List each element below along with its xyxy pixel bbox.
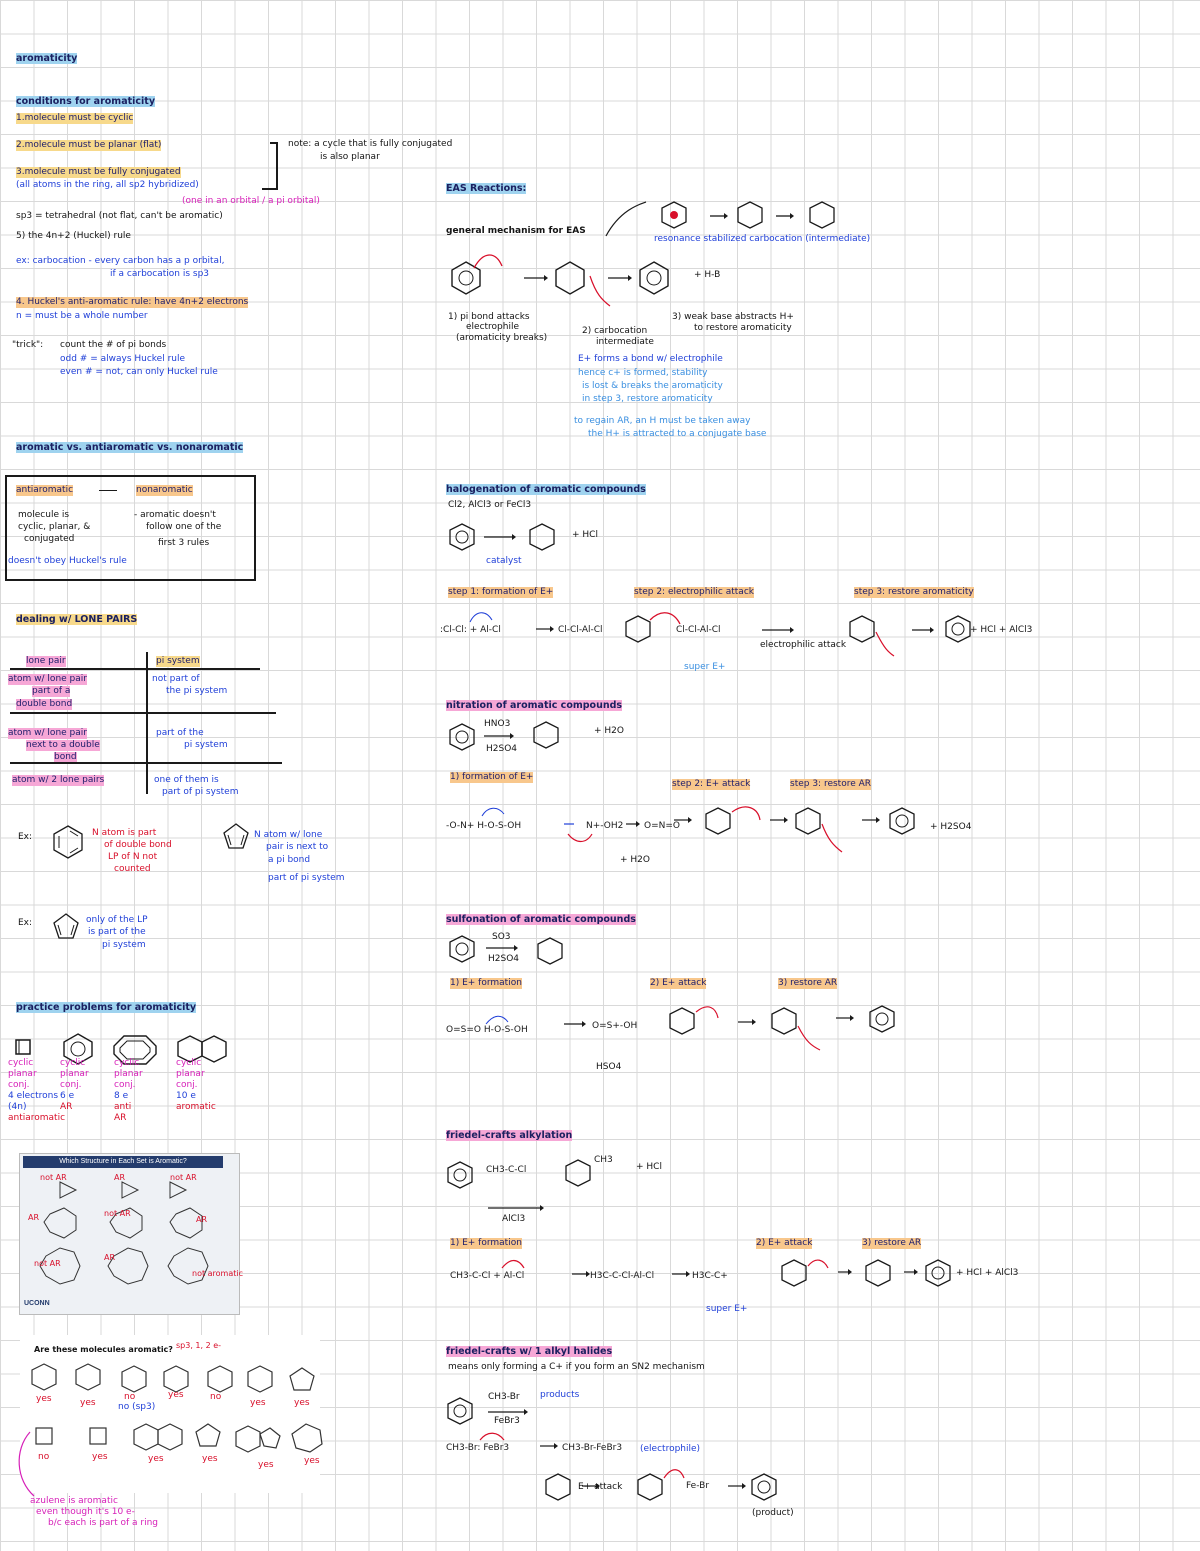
practice-answer-1 [8,1058,65,1124]
electrophile-note-1: E+ forms a bond w/ electrophile [578,354,723,364]
svg-text:CH3-C-Cl + Al-Cl: CH3-C-Cl + Al-Cl [450,1271,525,1281]
trick-2: odd # = always Huckel rule [60,354,186,364]
halogenation-catalyst: catalyst [486,556,522,566]
svg-text:Fe-Br: Fe-Br [686,1481,710,1491]
p3-line: anti [114,1102,132,1112]
p2-line: conj. [60,1080,82,1090]
box-note: doesn't obey Huckel's rule [8,556,127,566]
sp3-note: sp3 = tetrahedral (not flat, can't be aromatic) [16,211,223,221]
table-header-rule [10,668,260,670]
table-row-1-col-1c: double bond [16,699,73,709]
page-title: aromaticity [16,53,78,64]
example-1-label: Ex: [18,832,33,842]
sulfonation-step-1: 1) E+ formation [450,978,522,988]
p1-line: (4n) [8,1102,27,1112]
nitration-mechanism [446,794,966,864]
halogenation-attack: electrophilic attack [760,640,847,650]
carbocation-note: ex: carbocation - every carbon has a p orbital, [16,256,225,266]
halogenation-reagent: Cl2, AlCl3 or FeCl3 [448,500,532,510]
nitration-side-product: + H2O [620,855,650,865]
box-left-line-3: conjugated [24,534,75,544]
friedel-crafts-2-products: products [540,1390,580,1400]
slide-2-note: sp3, 1, 2 e- [176,1341,222,1350]
friedel-crafts-step-1: 1) E+ formation [450,1238,522,1248]
conditions-heading: conditions for aromaticity [16,96,156,107]
slide-2-answer-row-2: no [38,1452,50,1462]
nitration-reagent-2: H2SO4 [486,744,518,754]
slide-2-answer: yes [294,1398,310,1408]
trick-3: even # = not, can only Huckel rule [60,367,218,377]
p2-line: cyclic [60,1058,86,1068]
condition-1: 1.molecule must be cyclic [16,113,134,123]
furan-structure [50,908,82,942]
resonance-note: resonance stabilized carbocation (intermediate) [654,234,871,244]
sulfonation-reagent-2: H2SO4 [488,954,520,964]
step-3b: to restore aromaticity [694,323,792,333]
friedel-crafts-2-attack: E+ attack [578,1482,623,1492]
table-row-2-col-2b: pi system [184,740,228,750]
step-2: 2) carbocation [582,326,648,336]
condition-4: 5) the 4n+2 (Huckel) rule [16,231,131,241]
halogenation-mechanism [440,604,1040,674]
nitration-step-2: step 2: E+ attack [672,779,751,789]
friedel-crafts-super: super E+ [706,1304,748,1314]
svg-text:O=S=O H-O-S-OH: O=S=O H-O-S-OH [446,1025,528,1035]
friedel-crafts-reagent: AlCl3 [502,1214,526,1224]
p3-line: conj. [114,1080,136,1090]
slide-1-note-5: not AR [104,1209,131,1218]
nitration-heading: nitration of aromatic compounds [446,700,623,711]
svg-text:CH3-C-Cl: CH3-C-Cl [486,1165,527,1175]
step-3: 3) weak base abstracts H+ [672,312,794,322]
slide-2-answer-row-2: yes [92,1452,108,1462]
slide-2-answer: yes [80,1398,96,1408]
slide-1-title: Which Structure in Each Set is Aromatic? [23,1156,223,1168]
friedel-crafts-2-reagent: CH3-Br [488,1392,520,1402]
halogenation-super: super E+ [684,662,726,672]
annotation-arrow [10,1430,40,1502]
table-row-2-col-1: atom w/ lone pair [8,728,87,738]
eas-heading: EAS Reactions: [446,183,527,194]
example-2-note: N atom w/ lone [254,830,323,840]
example-3-note: only of the LP [86,915,148,925]
slide-2-bottom-note-3: b/c each is part of a ring [48,1518,159,1528]
slide-1-note-6: AR [196,1215,208,1224]
example-3-label: Ex: [18,918,33,928]
svg-text:CH3-Br-FeBr3: CH3-Br-FeBr3 [562,1443,623,1453]
sulfonation-side-product: HSO4 [596,1062,622,1072]
friedel-crafts-2-heading: friedel-crafts w/ 1 alkyl halides [446,1346,613,1357]
bracket-bottom [262,188,278,190]
electrophile-note-4: in step 3, restore aromaticity [582,394,713,404]
practice-answer-3 [114,1058,143,1124]
bracket [276,142,278,190]
box-left-line-1: molecule is [18,510,70,520]
friedel-crafts-step-3: 3) restore AR [862,1238,922,1248]
halogenation-step-1: step 1: formation of E+ [448,587,554,597]
example-1-note-3: LP of N not [108,852,158,862]
slide-2-no-note: no (sp3) [118,1402,156,1412]
svg-text:-O-N+ H-O-S-OH: -O-N+ H-O-S-OH [446,821,522,831]
p1-line: antiaromatic [8,1113,66,1123]
bracket-note-2: is also planar [320,152,380,162]
slide-2-answer: no [210,1392,222,1402]
example-1-note: N atom is part [92,828,157,838]
slide-1-note-9: not aromatic [192,1269,244,1278]
trick-label: "trick": [12,340,44,350]
halogenation-heading: halogenation of aromatic compounds [446,484,646,495]
nitration-final: + H2SO4 [930,822,972,832]
slide-2-answer: no [124,1392,136,1402]
slide-2-answer-row-2: yes [304,1456,320,1466]
practice-answer-2 [60,1058,89,1113]
sulfonation-mechanism [446,994,946,1064]
table-row-1-col-1: atom w/ lone pair [8,674,87,684]
table-row-rule-2 [10,762,282,764]
p3-line: cyclic [114,1058,140,1068]
p4-line: conj. [176,1080,198,1090]
table-row-1-col-2b: the pi system [166,686,228,696]
step-1b: electrophile [466,322,520,332]
example-1-note-4: counted [114,864,151,874]
svg-text:Cl-Cl-Al-Cl: Cl-Cl-Al-Cl [676,625,721,635]
table-header-2: pi system [156,656,200,666]
slide-2-answer: yes [250,1398,266,1408]
step-1: 1) pi bond attacks [448,312,530,322]
step-1c: (aromaticity breaks) [456,333,548,343]
slide-2-structures [30,1362,330,1472]
electrophile-note-2: hence c+ is formed, stability [578,368,708,378]
sulfonation-heading: sulfonation of aromatic compounds [446,914,636,925]
sulfonation-reagent: SO3 [492,932,511,942]
slide-2-bottom-note-2: even though it's 10 e- [36,1507,135,1517]
table-row-3-col-2: one of them is [154,775,219,785]
svg-text:O=N=O: O=N=O [644,821,680,831]
example-3-note-2: is part of the [88,927,146,937]
friedel-crafts-2-sub: means only forming a C+ if you form an SN2 mechanism [448,1362,705,1372]
friedel-crafts-final: + HCl + AlCl3 [956,1268,1019,1278]
svg-text:CH3: CH3 [594,1155,613,1165]
halogenation-reaction [450,520,590,560]
friedel-crafts-mechanism [450,1252,970,1312]
friedel-crafts-2-mechanism [446,1430,806,1520]
p1-line: conj. [8,1080,30,1090]
lone-pair-heading: dealing w/ LONE PAIRS [16,614,138,625]
electrophile-note-6: the H+ is attracted to a conjugate base [588,429,767,439]
slide-1-note-3: not AR [170,1173,197,1182]
condition-3: 3.molecule must be fully conjugated [16,167,181,177]
p4-line: cyclic [176,1058,202,1068]
pyrrole-structure [220,818,252,852]
p1-line: planar [8,1069,37,1079]
pyridine-structure [50,822,86,862]
nitration-reagent: HNO3 [484,719,511,729]
slide-2-title: Are these molecules aromatic? [34,1345,173,1354]
slide-2-answer: yes [36,1394,52,1404]
slide-1-note-2: AR [114,1173,126,1182]
bracket-note: note: a cycle that is fully conjugated [288,139,453,149]
box-right-title: nonaromatic [136,485,193,495]
huckel-sub: n = must be a whole number [16,311,148,321]
svg-text:Cl-Cl-Al-Cl: Cl-Cl-Al-Cl [558,625,603,635]
example-2-note-3: a pi bond [268,855,311,865]
practice-heading: practice problems for aromaticity [16,1002,197,1013]
practice-answer-4 [176,1058,216,1113]
friedel-crafts-2-reagent-2: FeBr3 [494,1416,520,1426]
p4-line: 10 e [176,1091,196,1101]
box-right-line-2: follow one of the [146,522,222,532]
example-3-note-3: pi system [102,940,146,950]
table-row-3-col-1: atom w/ 2 lone pairs [12,775,105,785]
slide-1-note-8: AR [104,1253,116,1262]
box-title-dash [99,490,117,491]
example-1-note-2: of double bond [104,840,172,850]
slide-1-footer: UCONN [24,1300,50,1307]
friedel-crafts-2-complex: (electrophile) [640,1444,701,1454]
nitration-step-3: step 3: restore AR [790,779,872,789]
p3-line: AR [114,1113,127,1123]
slide-1-note-7: not AR [34,1259,61,1268]
p2-line: planar [60,1069,89,1079]
halogenation-step-3: step 3: restore aromaticity [854,587,974,597]
svg-text:H3C-C-Cl-Al-Cl: H3C-C-Cl-Al-Cl [590,1271,655,1281]
slide-2-answer-row-2: yes [202,1454,218,1464]
halogenation-step-2: step 2: electrophilic attack [634,587,754,597]
p3-line: planar [114,1069,143,1079]
friedel-crafts-step-2: 2) E+ attack [756,1238,813,1248]
electrophile-note-5: to regain AR, an H must be taken away [574,416,751,426]
friedel-crafts-heading: friedel-crafts alkylation [446,1130,573,1141]
aromatic-types-heading: aromatic vs. antiaromatic vs. nonaromatic [16,442,244,453]
p1-line: 4 electrons [8,1091,59,1101]
svg-text::Cl-Cl: + Al-Cl: :Cl-Cl: + Al-Cl [440,625,501,635]
nitration-product: + H2O [594,726,624,736]
p1-line: cyclic [8,1058,34,1068]
huckel-heading: 4. Huckel's anti-aromatic rule: have 4n+2 electrons [16,297,249,307]
slide-2-answer-row-2: yes [258,1460,274,1470]
slide-1-note-4: AR [28,1213,40,1222]
slide-2-answer-row-2: yes [148,1454,164,1464]
svg-text:N+-OH2: N+-OH2 [586,821,624,831]
box-left-title: antiaromatic [16,485,74,495]
sulfonation-step-2: 2) E+ attack [650,978,707,988]
table-row-rule-1 [10,712,276,714]
example-2-note-4: part of pi system [268,873,345,883]
svg-text:O=S+-OH: O=S+-OH [592,1021,638,1031]
box-right-line-3: first 3 rules [158,538,210,548]
slide-2-answer: yes [168,1390,184,1400]
halogenation-final: + HCl + AlCl3 [970,625,1033,635]
p3-line: 8 e [114,1091,129,1101]
svg-text:CH3-Br: FeBr3: CH3-Br: FeBr3 [446,1443,510,1453]
electrophile-note-3: is lost & breaks the aromaticity [582,381,723,391]
p2-line: 6 e [60,1091,75,1101]
trick-1: count the # of pi bonds [60,340,167,350]
halogenation-product: + HCl [572,530,598,540]
nitration-step-1: 1) formation of E+ [450,772,534,782]
table-row-1-col-2: not part of [152,674,200,684]
pink-note: (one in an orbital / a pi orbital) [182,196,320,206]
table-row-2-col-1b: next to a double [26,740,100,750]
friedel-crafts-product: + HCl [636,1162,662,1172]
friedel-crafts-reaction [448,1148,668,1228]
condition-3-detail: (all atoms in the ring, all sp2 hybridized) [16,180,199,190]
table-row-2-col-1c: bond [54,752,77,762]
plus-hb: + H-B [694,270,721,280]
friedel-crafts-2-final: (product) [752,1508,794,1518]
table-row-3-col-2b: part of pi system [162,787,239,797]
condition-2: 2.molecule must be planar (flat) [16,140,162,150]
example-2-note-2: pair is next to [266,842,329,852]
table-row-2-col-2: part of the [156,728,204,738]
sulfonation-step-3: 3) restore AR [778,978,838,988]
table-row-1-col-1b: part of a [32,686,71,696]
box-right-line-1: - aromatic doesn't [134,510,216,520]
table-column-rule [146,652,148,794]
box-left-line-2: cyclic, planar, & [18,522,91,532]
svg-text:H3C-C+: H3C-C+ [692,1271,728,1281]
mechanism-heading: general mechanism for EAS [446,226,586,236]
slide-2-bottom-note: azulene is aromatic [30,1496,118,1506]
sulfonation-reaction [450,932,590,972]
table-header-1: lone pair [26,656,66,666]
slide-1-note-1: not AR [40,1173,67,1182]
carbocation-note-2: if a carbocation is sp3 [110,269,210,279]
p4-line: planar [176,1069,205,1079]
p4-line: aromatic [176,1102,216,1112]
step-2b: intermediate [596,337,654,347]
p2-line: AR [60,1102,73,1112]
